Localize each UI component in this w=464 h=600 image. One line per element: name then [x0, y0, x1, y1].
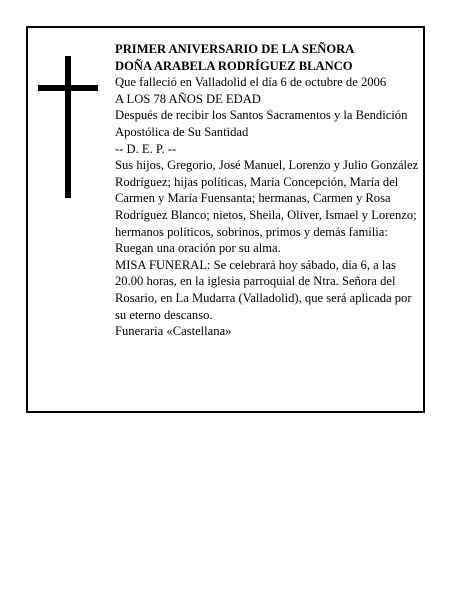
cross-icon — [38, 56, 98, 198]
title-line-1: PRIMER ANIVERSARIO DE LA SEÑORA — [115, 42, 355, 56]
title-line-2: DOÑA ARABELA RODRÍGUEZ BLANCO — [115, 58, 353, 73]
death-info: Que falleció en Valladolid el día 6 de octubre de 2006 — [115, 75, 387, 90]
funeral-home-line: Funeraria «Castellana» — [115, 324, 232, 339]
family-paragraph: Sus hijos, Gregorio, José Manuel, Lorenzo y Julio González Rodríguez; hijas políticas, María Concepción, María del Carmen y María Fuensanta; hermanas, Carmen y Rosa Rodríguez Blanco; nietos, Sheila, Oliver, Ismael y Lorenzo; hermanos políticos, sobrinos, primos y demás familia: — [115, 158, 419, 239]
age-line: A LOS 78 AÑOS DE EDAD — [115, 91, 261, 106]
obituary-notice — [26, 26, 425, 413]
prayer-line: Ruegan una oración por su alma. — [115, 241, 281, 256]
cross-vertical-bar — [65, 56, 71, 198]
sacraments-line: Después de recibir los Santos Sacramentos y la Bendición Apostólica de Su Santidad — [115, 108, 408, 139]
notice-text — [115, 41, 421, 340]
cross-horizontal-bar — [38, 85, 98, 91]
funeral-mass-paragraph: MISA FUNERAL: Se celebrará hoy sábado, día 6, a las 20.00 horas, en la iglesia parroquial de Ntra. Señora del Rosario, en La Mudarra (Valladolid), que será aplicada por su eterno descanso. — [115, 257, 412, 322]
rip-line: -- D. E. P. -- — [115, 141, 177, 156]
